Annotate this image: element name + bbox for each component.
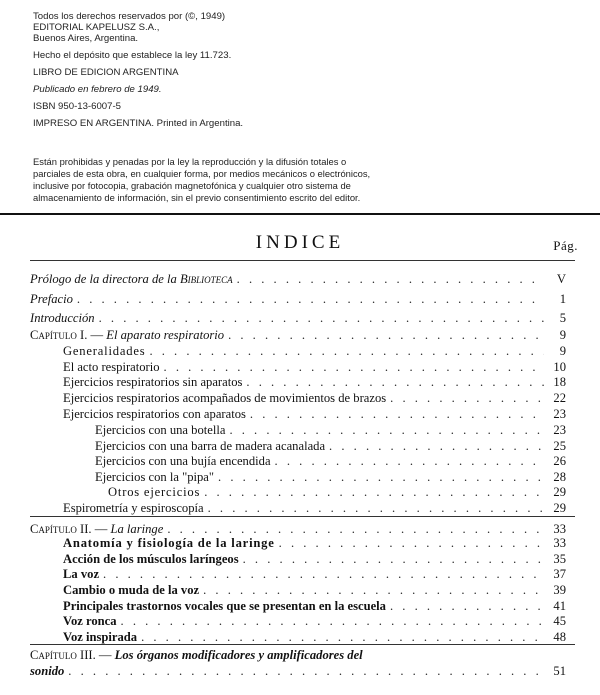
entry-page-number: 10 [553, 360, 566, 374]
entry-page-number: 48 [553, 630, 566, 644]
entry-title: Ejercicios respiratorios con aparatos [63, 407, 246, 421]
entry-title: Ejercicios respiratorios acompañados de movimientos de brazos [63, 391, 387, 405]
dot-leader [329, 439, 544, 454]
entry-page-number: 29 [553, 501, 566, 515]
entry-label [30, 272, 233, 287]
entry-page-number: 9 [559, 328, 566, 342]
entry-title: Espirometría y espiroscopía [63, 501, 204, 515]
toc-entry [63, 375, 566, 390]
entry-label [30, 522, 163, 537]
notice-line: Están prohibidas y penadas por la ley la reproducción y la difusión totales o [33, 156, 347, 167]
dot-leader [164, 360, 544, 375]
entry-label [95, 454, 271, 469]
copyright-line: Publicado en febrero de 1949. [33, 84, 162, 95]
entry-page-number: 35 [553, 552, 566, 566]
dot-leader [141, 630, 544, 645]
notice-line: parciales de esta obra, en cualquier forma, por medios mecánicos o electrónicos, [33, 168, 371, 179]
entry-label [108, 485, 200, 500]
entry-page-number: 23 [553, 423, 566, 437]
entry-page-number: 33 [553, 536, 566, 550]
entry-title: sonido [30, 664, 65, 678]
copyright-block [33, 11, 588, 129]
copyright-line: IMPRESO EN ARGENTINA. Printed in Argentina. [33, 118, 244, 129]
chapter-entry [30, 522, 566, 537]
entry-label [63, 583, 199, 598]
entry-label [63, 407, 246, 422]
entry-label [63, 391, 386, 406]
chapter-separator [30, 644, 575, 645]
entry-page-number: 22 [553, 391, 566, 405]
entry-page-number: 29 [553, 485, 566, 499]
index-top-rule [30, 260, 575, 261]
entry-label [63, 599, 386, 614]
entry-label [63, 344, 145, 359]
toc-entry [63, 567, 566, 582]
dot-leader [218, 470, 544, 485]
entry-title: Otros ejercicios [108, 485, 201, 499]
dot-leader [77, 292, 544, 307]
entry-label [63, 375, 242, 390]
entry-page-number: 39 [553, 583, 566, 597]
entry-label [30, 311, 95, 326]
entry-label [95, 439, 325, 454]
toc-entry [63, 536, 566, 551]
entry-title: El acto respiratorio [63, 360, 160, 374]
entry-label [30, 664, 64, 679]
entry-label [63, 360, 160, 375]
toc-entry [95, 470, 566, 485]
legal-notice [33, 156, 588, 204]
entry-page-number: 28 [553, 470, 566, 484]
entry-page-number: 37 [553, 567, 566, 581]
toc-entry [63, 501, 566, 516]
dot-leader [121, 614, 544, 629]
entry-title: Ejercicios con una barra de madera acanalada [95, 439, 326, 453]
entry-page-number: 5 [559, 311, 566, 325]
entry-page-number: V [556, 272, 566, 286]
toc-entry [95, 423, 566, 438]
entry-page-number: 9 [559, 344, 566, 358]
entry-label [63, 501, 204, 516]
entry-page-number: 45 [553, 614, 566, 628]
entry-title: Ejercicios respiratorios sin aparatos [63, 375, 243, 389]
entry-label [30, 328, 224, 343]
toc-entry [63, 630, 566, 645]
toc-entry [30, 664, 566, 679]
entry-title: Generalidades [63, 344, 146, 358]
toc-entry [63, 583, 566, 598]
entry-title: El aparato respiratorio [106, 328, 225, 342]
notice-line: almacenamiento de información, sin el previo consentimiento escrito del editor. [33, 192, 361, 203]
chapter-number: Capítulo II. — [30, 522, 111, 536]
copyright-line: LIBRO DE EDICION ARGENTINA [33, 67, 179, 78]
entry-label [30, 292, 73, 307]
toc-entry [63, 599, 566, 614]
entry-title: Ejercicios con una bujía encendida [95, 454, 271, 468]
dot-leader [203, 583, 544, 598]
toc-entry [95, 454, 566, 469]
toc-entry [95, 439, 566, 454]
toc-entry [30, 311, 566, 326]
entry-title: Prefacio [30, 292, 73, 306]
entry-title: Cambio o muda de la voz [63, 583, 200, 597]
entry-label [63, 614, 117, 629]
toc-entry [30, 292, 566, 307]
entry-title: Voz inspirada [63, 630, 138, 644]
entry-label [63, 630, 137, 645]
entry-title-smallcaps: Biblioteca [179, 272, 233, 286]
chapter-entry [30, 328, 566, 343]
toc-entry [63, 391, 566, 406]
entry-page-number: 23 [553, 407, 566, 421]
dot-leader [167, 522, 544, 537]
entry-label [63, 536, 275, 551]
dot-leader [228, 328, 544, 343]
entry-title: Ejercicios con la "pipa" [95, 470, 215, 484]
dot-leader [246, 375, 544, 390]
entry-page-number: 25 [553, 439, 566, 453]
entry-label [95, 470, 214, 485]
dot-leader [208, 501, 544, 516]
toc-entry [63, 614, 566, 629]
toc-entry [63, 407, 566, 422]
toc-entry [63, 344, 566, 359]
notice-line: inclusive por fotocopia, grabación magnetofónica y cualquier otro sistema de [33, 180, 351, 191]
copyright-line: ISBN 950-13-6007-5 [33, 101, 121, 112]
entry-title: Prólogo de la directora de la [30, 272, 180, 286]
entry-title: Acción de los músculos laríngeos [63, 552, 239, 566]
entry-title: Introducción [30, 311, 95, 325]
copyright-line: Buenos Aires, Argentina. [33, 33, 139, 44]
chapter-entry [30, 648, 566, 663]
entry-page-number: 18 [553, 375, 566, 389]
chapter-number: Capítulo III. — [30, 648, 115, 662]
toc-entry [108, 485, 566, 500]
dot-leader [149, 344, 544, 359]
entry-page-number: 1 [559, 292, 566, 306]
entry-label [95, 423, 225, 438]
dot-leader [68, 664, 544, 679]
page-column-label: Pág. [553, 238, 578, 253]
entry-label [63, 552, 239, 567]
dot-leader [229, 423, 544, 438]
section-rule [0, 213, 600, 215]
entry-page-number: 51 [553, 664, 566, 678]
entry-label [30, 648, 363, 663]
dot-leader [204, 485, 544, 500]
dot-leader [237, 272, 544, 287]
entry-page-number: 26 [553, 454, 566, 468]
entry-title: Principales trastornos vocales que se presentan en la escuela [63, 599, 386, 613]
dot-leader [390, 391, 544, 406]
chapter-separator [30, 516, 575, 517]
entry-title: Voz ronca [63, 614, 117, 628]
toc-entry [30, 272, 566, 287]
entry-title: La laringe [110, 522, 164, 536]
entry-title: Los órganos modificadores y amplificadores del [114, 648, 363, 662]
copyright-line: Hecho el depósito que establece la ley 11.723. [33, 50, 232, 61]
dot-leader [250, 407, 544, 422]
dot-leader [103, 567, 544, 582]
dot-leader [99, 311, 544, 326]
entry-page-number: 41 [553, 599, 566, 613]
entry-label [63, 567, 99, 582]
entry-page-number: 33 [553, 522, 566, 536]
dot-leader [275, 454, 544, 469]
dot-leader [243, 552, 544, 567]
toc-entry [63, 360, 566, 375]
index-title: INDICE [255, 232, 345, 253]
entry-title: Ejercicios con una botella [95, 423, 226, 437]
copyright-line: EDITORIAL KAPELUSZ S.A., [33, 22, 160, 33]
copyright-line: Todos los derechos reservados por (©, 1949) [33, 11, 226, 22]
dot-leader [390, 599, 544, 614]
dot-leader [279, 536, 544, 551]
chapter-number: Capítulo I. — [30, 328, 107, 342]
entry-title: Anatomía y fisiología de la laringe [63, 536, 275, 550]
entry-title: La voz [63, 567, 100, 581]
toc-entry [63, 552, 566, 567]
